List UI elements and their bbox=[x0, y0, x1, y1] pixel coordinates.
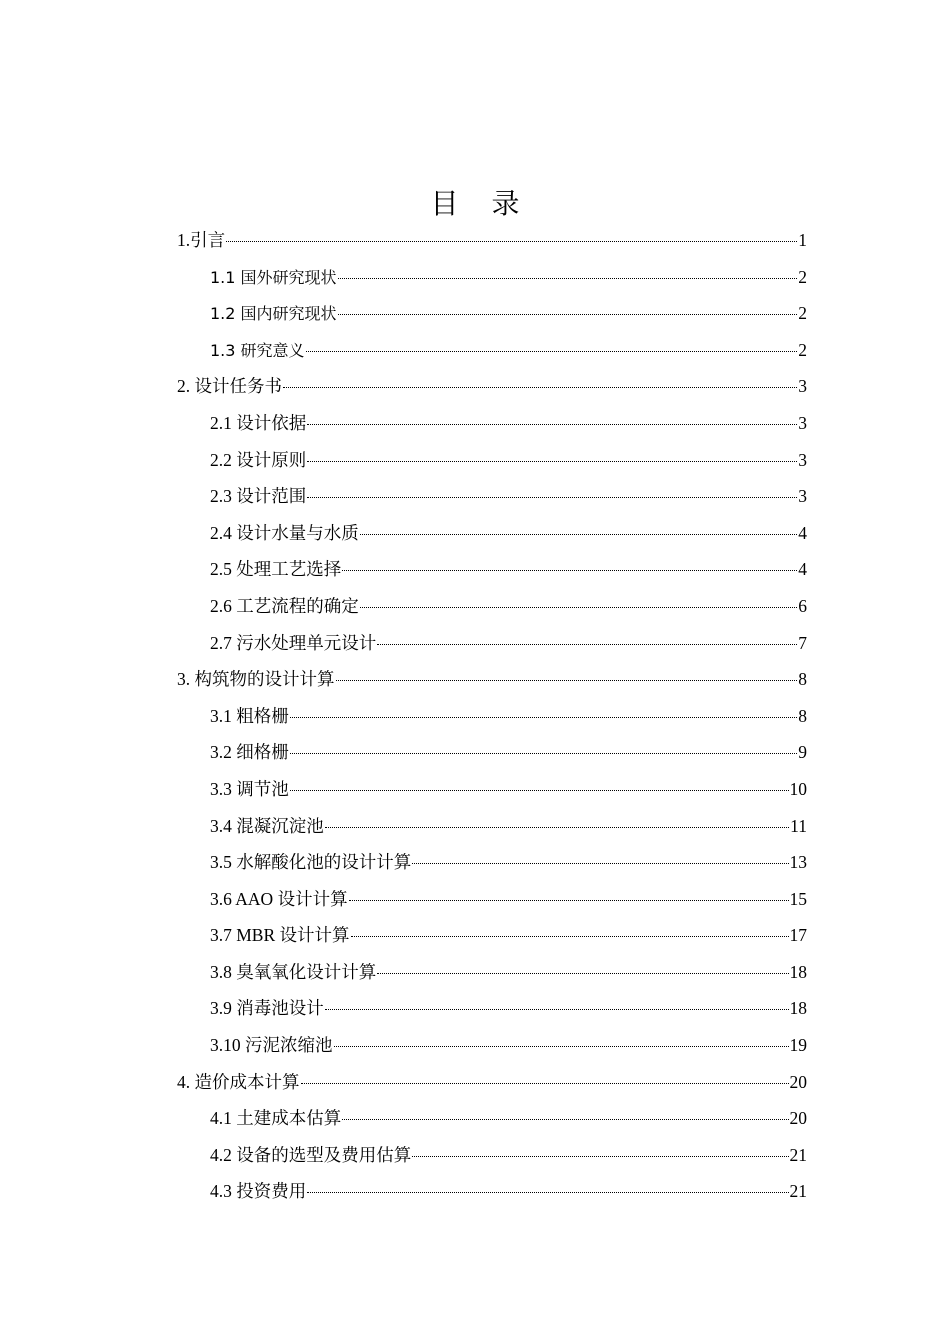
toc-entry-page-number: 19 bbox=[789, 1035, 807, 1056]
dot-leader bbox=[290, 752, 798, 754]
dot-leader bbox=[334, 1045, 789, 1047]
toc-entry-page-number: 8 bbox=[798, 705, 807, 726]
dot-leader bbox=[412, 1155, 788, 1157]
toc-entry-label: 4.2 设备的选型及费用估算 bbox=[210, 1144, 412, 1165]
toc-entry-page-number: 20 bbox=[789, 1071, 807, 1092]
toc-entry[interactable] bbox=[0, 222, 950, 259]
toc-entry[interactable] bbox=[0, 698, 950, 735]
toc-entry-label: 3.7 MBR 设计计算 bbox=[210, 925, 350, 946]
toc-entry-label: 1.引言 bbox=[177, 230, 226, 250]
dot-leader bbox=[290, 789, 789, 791]
toc-entry-label: 3.6 AAO 设计计算 bbox=[210, 888, 348, 909]
toc-entry-page-number: 3 bbox=[798, 449, 807, 470]
toc-entry[interactable] bbox=[0, 771, 950, 808]
toc-entry[interactable] bbox=[0, 588, 950, 625]
toc-entry[interactable] bbox=[0, 368, 950, 405]
toc-entry-page-number: 8 bbox=[798, 669, 807, 690]
toc-entry[interactable] bbox=[0, 625, 950, 662]
dot-leader bbox=[283, 386, 797, 388]
dot-leader bbox=[301, 1082, 789, 1084]
toc-entry-page-number: 7 bbox=[798, 632, 807, 653]
toc-entry-label: 2. 设计任务书 bbox=[177, 376, 282, 397]
toc-entry-label: 1.3 研究意义 bbox=[210, 340, 305, 360]
toc-entry-label: 3.9 消毒池设计 bbox=[210, 998, 324, 1019]
toc-entry[interactable] bbox=[0, 661, 950, 698]
toc-entry[interactable] bbox=[0, 808, 950, 845]
dot-leader bbox=[360, 533, 798, 535]
toc-entry[interactable] bbox=[0, 551, 950, 588]
toc-entry-page-number: 18 bbox=[789, 961, 807, 982]
toc-entry[interactable] bbox=[0, 515, 950, 552]
toc-entry-page-number: 15 bbox=[789, 888, 807, 909]
toc-entry[interactable] bbox=[0, 881, 950, 918]
dot-leader bbox=[377, 972, 788, 974]
toc-entry-label: 3.2 细格栅 bbox=[210, 742, 289, 763]
toc-entry-page-number: 9 bbox=[798, 742, 807, 763]
toc-entry[interactable] bbox=[0, 954, 950, 991]
toc-title: 目 录 bbox=[430, 187, 532, 220]
toc-entry[interactable] bbox=[0, 405, 950, 442]
toc-entry[interactable] bbox=[0, 917, 950, 954]
dot-leader bbox=[307, 1191, 788, 1193]
toc-entry-page-number: 2 bbox=[798, 303, 807, 324]
toc-entry[interactable] bbox=[0, 1137, 950, 1174]
dot-leader bbox=[307, 460, 797, 462]
toc-entry-page-number: 11 bbox=[790, 815, 807, 836]
toc-entry-label: 2.2 设计原则 bbox=[210, 449, 307, 470]
toc-entry-label: 3.4 混凝沉淀池 bbox=[210, 815, 324, 836]
toc-entry[interactable] bbox=[0, 295, 950, 332]
dot-leader bbox=[325, 826, 789, 828]
toc-entry-label: 2.1 设计依据 bbox=[210, 412, 307, 433]
dot-leader bbox=[290, 716, 798, 718]
toc-entry-label: 3.5 水解酸化池的设计计算 bbox=[210, 852, 412, 873]
dot-leader bbox=[360, 606, 798, 608]
toc-entry-page-number: 17 bbox=[789, 925, 807, 946]
toc-entry[interactable] bbox=[0, 844, 950, 881]
toc-entry-page-number: 6 bbox=[798, 595, 807, 616]
toc-entry-label: 3.1 粗格栅 bbox=[210, 705, 289, 726]
toc-entry-page-number: 4 bbox=[798, 559, 807, 580]
dot-leader bbox=[349, 899, 789, 901]
toc-entry-page-number: 3 bbox=[798, 412, 807, 433]
table-of-contents bbox=[0, 222, 950, 1210]
dot-leader bbox=[307, 496, 797, 498]
toc-entry-page-number: 3 bbox=[798, 376, 807, 397]
toc-entry-page-number: 3 bbox=[798, 486, 807, 507]
toc-entry-label: 3. 构筑物的设计计算 bbox=[177, 669, 335, 690]
dot-leader bbox=[226, 240, 797, 242]
toc-entry-label: 3.10 污泥浓缩池 bbox=[210, 1035, 333, 1056]
toc-entry[interactable] bbox=[0, 1027, 950, 1064]
toc-entry-page-number: 10 bbox=[789, 778, 807, 799]
toc-entry[interactable] bbox=[0, 478, 950, 515]
toc-entry[interactable] bbox=[0, 1064, 950, 1101]
toc-entry-label: 2.4 设计水量与水质 bbox=[210, 522, 359, 543]
dot-leader bbox=[338, 313, 798, 315]
toc-entry[interactable] bbox=[0, 259, 950, 296]
toc-entry-label: 2.5 处理工艺选择 bbox=[210, 559, 342, 580]
dot-leader bbox=[342, 569, 797, 571]
dot-leader bbox=[338, 277, 798, 279]
toc-entry-page-number: 1 bbox=[798, 230, 807, 250]
toc-entry-label: 4.3 投资费用 bbox=[210, 1181, 307, 1202]
dot-leader bbox=[325, 1008, 789, 1010]
toc-entry-label: 1.2 国内研究现状 bbox=[210, 304, 337, 324]
toc-entry-page-number: 4 bbox=[798, 522, 807, 543]
dot-leader bbox=[377, 643, 797, 645]
toc-entry-label: 2.7 污水处理单元设计 bbox=[210, 632, 377, 653]
toc-entry[interactable] bbox=[0, 1173, 950, 1210]
dot-leader bbox=[307, 423, 797, 425]
dot-leader bbox=[336, 679, 798, 681]
toc-entry-label: 4.1 土建成本估算 bbox=[210, 1108, 342, 1129]
toc-entry-label: 4. 造价成本计算 bbox=[177, 1071, 300, 1092]
toc-entry-label: 1.1 国外研究现状 bbox=[210, 267, 337, 287]
dot-leader bbox=[342, 1118, 788, 1120]
dot-leader bbox=[306, 350, 798, 352]
dot-leader bbox=[351, 935, 789, 937]
toc-entry-page-number: 21 bbox=[789, 1144, 807, 1165]
toc-entry-page-number: 2 bbox=[798, 339, 807, 360]
toc-entry-page-number: 13 bbox=[789, 852, 807, 873]
toc-entry[interactable] bbox=[0, 734, 950, 771]
toc-entry[interactable] bbox=[0, 990, 950, 1027]
toc-entry-label: 3.3 调节池 bbox=[210, 778, 289, 799]
toc-entry-page-number: 18 bbox=[789, 998, 807, 1019]
toc-entry-label: 2.6 工艺流程的确定 bbox=[210, 595, 359, 616]
toc-entry-page-number: 20 bbox=[789, 1108, 807, 1129]
dot-leader bbox=[412, 862, 788, 864]
toc-entry-page-number: 2 bbox=[798, 266, 807, 287]
toc-entry[interactable] bbox=[0, 442, 950, 479]
toc-entry-label: 3.8 臭氧氧化设计计算 bbox=[210, 961, 377, 982]
toc-entry[interactable] bbox=[0, 332, 950, 369]
toc-entry-page-number: 21 bbox=[789, 1181, 807, 1202]
toc-entry[interactable] bbox=[0, 1100, 950, 1137]
toc-entry-label: 2.3 设计范围 bbox=[210, 486, 307, 507]
